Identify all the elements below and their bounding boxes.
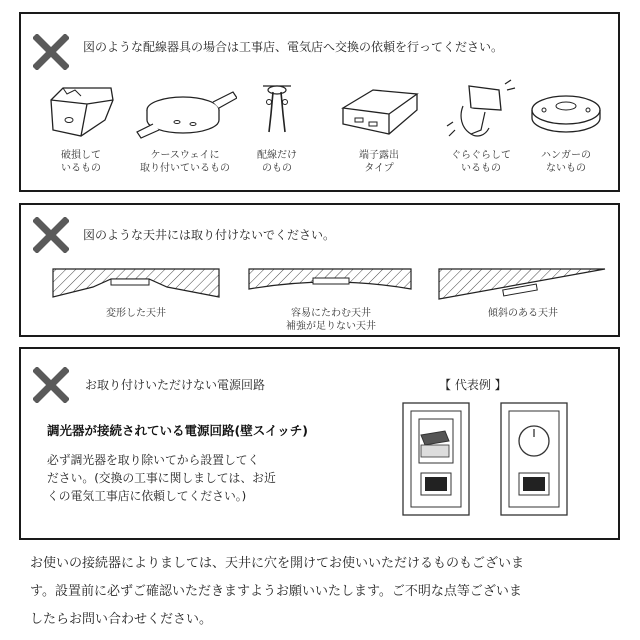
caption-case-way: ケースウェイに 取り付いているもの (140, 150, 230, 174)
footer-line-2: す。設置前に必ずご確認いただきますようお願いいたします。ご不明な点等ございま (30, 584, 522, 599)
wires-only-icon (255, 78, 299, 144)
panel3-heading: お取り付けいただけない電源回路 (85, 378, 266, 392)
example-legend: 【 代表例 】 (439, 378, 507, 392)
panel1-heading: 図のような配線器具の場合は工事店、電気店へ交換の依頼を行ってください。 (83, 40, 504, 54)
deformed-ceiling-icon (53, 269, 219, 297)
body-line-2: ださい。(交換の工事に関しましては、お近 (47, 471, 276, 485)
caption-wires-only: 配線だけ のもの (257, 150, 297, 174)
rotary-dimmer-switch-icon (499, 401, 569, 517)
case-way-fixture-icon (133, 76, 237, 146)
panel-unsupported-fixtures (19, 12, 620, 192)
ceiling-diagrams (21, 205, 621, 305)
no-hanger-icon (526, 88, 606, 140)
exposed-terminal-icon (333, 84, 425, 144)
sloped-ceiling-icon (439, 269, 605, 299)
prohibited-x-icon (33, 34, 69, 70)
panel-unsupported-ceilings (19, 203, 620, 337)
body-line-3: くの電気工事店に依頼してください。) (47, 489, 247, 503)
caption-deformed: 変形した天井 (106, 308, 166, 319)
panel2-heading: 図のような天井には取り付けないでください。 (83, 228, 336, 242)
loose-fixture-icon (441, 76, 521, 146)
caption-sagging: 容易にたわむ天井 補強が足りない天井 (286, 308, 376, 332)
panel-unsupported-circuits (19, 347, 620, 540)
prohibited-x-icon (33, 367, 69, 403)
slide-dimmer-switch-icon (401, 401, 471, 517)
footer-line-1: お使いの接続器によりましては、天井に穴を開けてお使いいただけるものもございま (30, 556, 525, 571)
dimmer-warning-title: 調光器が接続されている電源回路(壁スイッチ) (47, 423, 308, 438)
body-line-1: 必ず調光器を取り除いてから設置してく (47, 453, 260, 467)
caption-exposed-terminal: 端子露出 タイプ (359, 150, 399, 174)
caption-broken: 破損して いるもの (61, 150, 101, 174)
caption-sloped: 傾斜のある天井 (488, 308, 558, 319)
caption-loose: ぐらぐらして いるもの (451, 150, 511, 174)
broken-fixture-icon (41, 80, 121, 144)
footer-line-3: したらお問い合わせください。 (30, 612, 213, 627)
sagging-ceiling-icon (249, 269, 411, 289)
caption-no-hanger: ハンガーの ないもの (541, 150, 591, 174)
